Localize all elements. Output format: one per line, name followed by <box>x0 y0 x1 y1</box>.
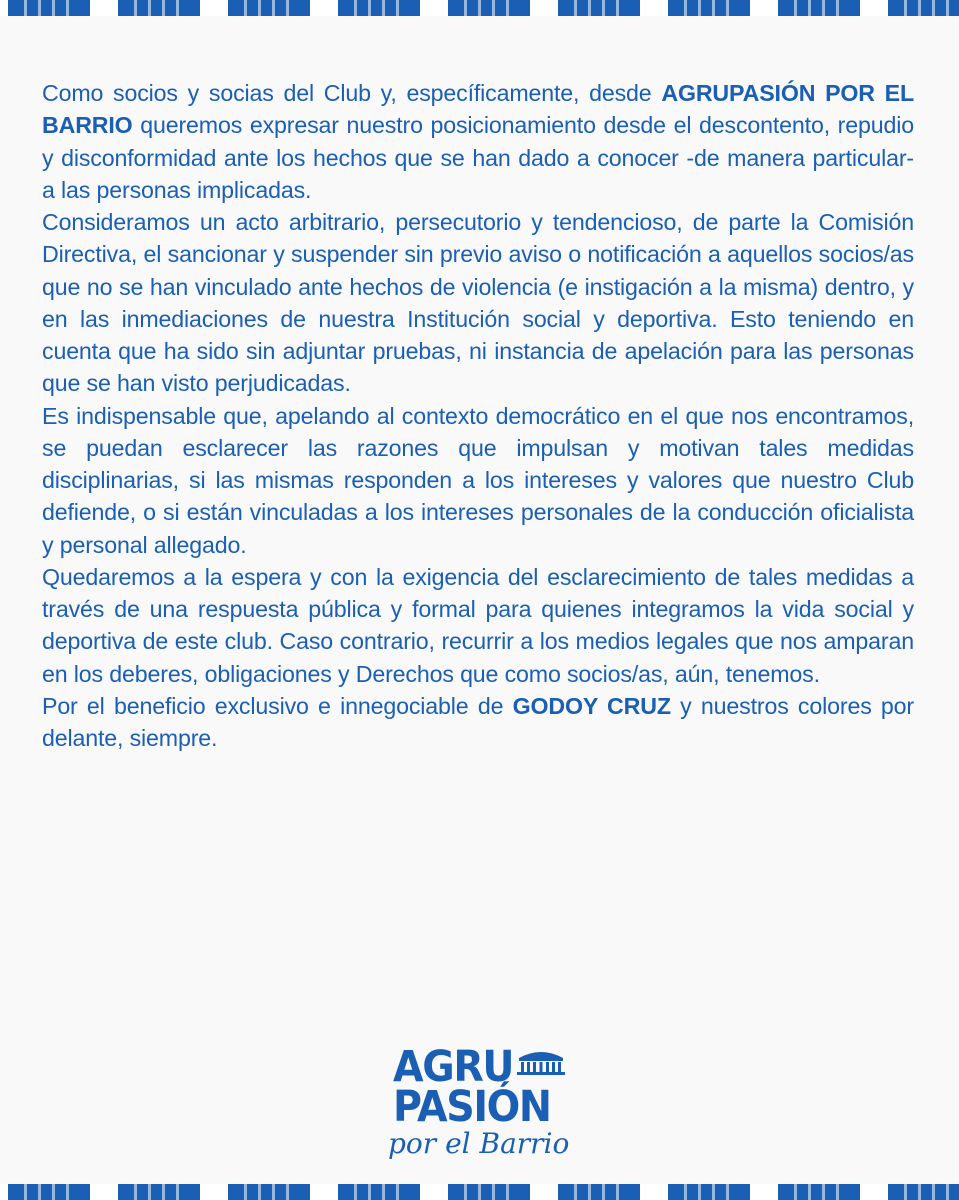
agrupasion-logo <box>380 1044 580 1169</box>
stripe-pattern <box>0 0 959 16</box>
logo-line-2: PASIÓN <box>393 1082 551 1132</box>
paragraph-1-text-c: queremos expresar nuestro posicionamiento desde el descontento, repudio y disconformidad ante los hechos que se han dado a conocer -de manera particular- a las personas implicadas. <box>42 112 914 203</box>
paragraph-3: Es indispensable que, apelando al contexto democrático en el que nos encontramos, se puedan esclarecer las razones que impulsan y motivan tales medidas disciplinarias, si las mismas responden a los intereses y valores que nuestro Club defiende, o si están vinculadas a los intereses personales de la conducción oficialista y personal allegado. <box>42 402 914 558</box>
paragraph-4: Quedaremos a la espera y con la exigencia del esclarecimiento de tales medidas a través de una respuesta pública y formal para quienes integramos la vida social y deportiva de este club. Caso contrario, recurrir a los medios legales que nos amparan en los deberes, obligaciones y Derechos que como socios/as, aún, tenemos. <box>42 563 914 687</box>
logo-line-1: AGRU <box>393 1042 514 1092</box>
paragraph-1 <box>42 77 914 206</box>
paragraph-5 <box>42 690 914 755</box>
statement-body <box>42 77 914 754</box>
group-name-emphasis: AGRUPASIÓN POR EL BARRIO <box>42 80 914 139</box>
stadium-icon <box>515 1048 567 1076</box>
logo-tagline: por el Barrio <box>388 1127 570 1160</box>
paragraph-2: Consideramos un acto arbitrario, persecutorio y tendencioso, de parte la Comisión Directiva, el sancionar y suspender sin previo aviso o notificación a aquellos socios/as que no se han vinculado ante hechos de violencia (e instigación a la misma) dentro, y en las inmediaciones de nuestra Institución social y deportiva. Esto teniendo en cuenta que ha sido sin adjuntar pruebas, ni instancia de apelación para las personas que se han visto perjudicadas. <box>42 209 914 397</box>
club-name-emphasis: GODOY CRUZ <box>512 692 671 719</box>
top-stripe-border <box>0 0 959 16</box>
paragraph-5-text-c: y nuestros colores por delante, siempre. <box>42 692 914 751</box>
stripe-pattern <box>0 1184 959 1200</box>
paragraph-1-text-a: Como socios y socias del Club y, específicamente, desde <box>42 80 662 106</box>
bottom-stripe-border <box>0 1184 959 1200</box>
paragraph-5-text-a: Por el beneficio exclusivo e innegociable de <box>42 692 513 719</box>
